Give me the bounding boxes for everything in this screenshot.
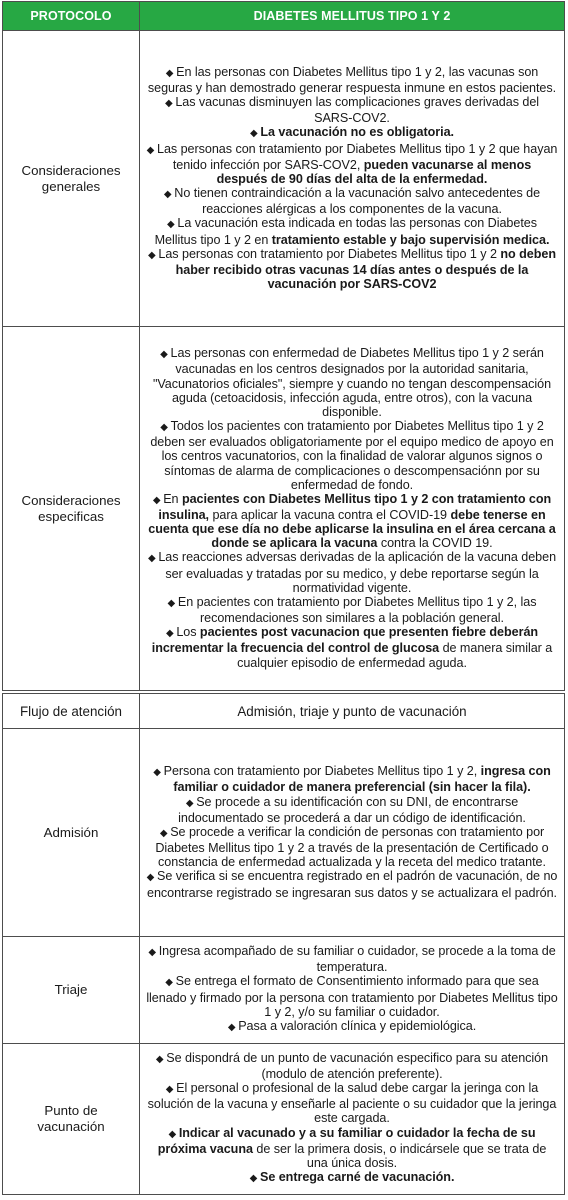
flow-content-triage [140, 937, 565, 1044]
bullet-paragraph [146, 764, 558, 794]
bullet-paragraph [146, 869, 558, 899]
bullet-icon: ◆ [167, 597, 178, 609]
bullet-paragraph [146, 125, 558, 141]
bullet-paragraph [146, 247, 558, 291]
bullet-icon: ◆ [165, 628, 177, 640]
flow-row-vaccination [3, 1044, 565, 1195]
text: de manera similar a cualquier episodio de enfermedad aguda. [237, 641, 553, 670]
section-row-specific [3, 327, 565, 691]
bullet-paragraph [146, 186, 558, 216]
text: Las reacciones adversas derivadas de la aplicación de la vacuna deben ser evaluadas y tratadas por su medico, y debe reportarse según la normatividad vigente. [158, 550, 557, 595]
bullet-paragraph [146, 65, 558, 95]
bullet-icon: ◆ [185, 797, 197, 809]
bullet-paragraph [146, 1081, 558, 1125]
bullet-icon: ◆ [167, 219, 178, 231]
text: Se verifica si se encuentra registrado en el padrón de vacunación, de no encontrarse registrado se ingresaran sus datos y se actualizara el padrón. [146, 869, 558, 900]
text: Persona con tratamiento por Diabetes Mellitus tipo 1 y 2, [163, 764, 481, 779]
text: En las personas con Diabetes Mellitus tipo 1 y 2, las vacunas son seguras y han demostrado generar respuesta inmune en estos pacientes. [147, 64, 557, 95]
bullet-paragraph [146, 944, 558, 974]
section-content-specific [140, 327, 565, 691]
bold-text: Indicar al vacunado y a su familiar o cuidador la fecha de su próxima vacuna [157, 1125, 536, 1156]
text: Las personas con tratamiento por Diabetes Mellitus tipo 1 y 2 que hayan tenido infección por SARS-COV2, [156, 141, 558, 172]
bold-text: pacientes con Diabetes Mellitus tipo 1 y 2 con tratamiento con insulina, [158, 491, 552, 522]
flow-value: Admisión, triaje y punto de vacunación [140, 694, 565, 729]
text: contra la COVID 19. [377, 536, 493, 551]
bullet-paragraph [146, 825, 558, 869]
text: La vacunación esta indicada en todas las personas con Diabetes Mellitus tipo 1 y 2 en [154, 216, 537, 247]
bullet-paragraph [146, 346, 558, 419]
text: de ser la primera dosis, o indicársele que se trata de una única dosis. [252, 1141, 547, 1170]
bold-text: pueden vacunarse al menos después de 90 días del alta de la enfermedad. [216, 157, 532, 186]
text: Las personas con tratamiento por Diabetes Mellitus tipo 1 y 2 [158, 246, 501, 261]
bullet-icon: ◆ [165, 977, 176, 989]
bullet-icon: ◆ [152, 494, 164, 506]
flow-row-admission [3, 729, 565, 937]
bold-text: pacientes post vacunacion que presenten fiebre deberán incrementar la frecuencia del control de glucosa [151, 625, 539, 656]
bullet-icon: ◆ [147, 553, 159, 565]
text: Todos los pacientes con tratamiento por Diabetes Mellitus tipo 1 y 2 deben ser evaluados obligatoriamente por el equipo medico de apoyo en los centros vacunatorios, con la finalidad de valorar algunos signos o síntomas de alarma de complicaciones o descompensaciónn por su enfermedad de fondo. [150, 419, 554, 492]
bullet-paragraph [146, 1170, 558, 1186]
bullet-paragraph [146, 216, 558, 246]
bold-text: La vacunación no es obligatoria. [260, 125, 455, 140]
bullet-icon: ◆ [146, 872, 157, 884]
bullet-icon: ◆ [164, 98, 176, 110]
bullet-icon: ◆ [227, 1021, 239, 1033]
text: Se procede a su identificación con su DNI, de encontrarse indocumentado se procederá a dar un código de identificación. [178, 794, 526, 825]
flow-label-vaccination: Punto de vacunación [3, 1044, 140, 1195]
text: No tienen contraindicación a la vacunación salvo antecedentes de reacciones alérgicas a los componentes de la vacuna. [174, 186, 541, 217]
protocol-table-flow [2, 693, 565, 1195]
section-row-general [3, 31, 565, 327]
text: En [163, 491, 182, 506]
flow-content-vaccination [140, 1044, 565, 1195]
bold-text: debe tenerse en cuenta que ese día no debe aplicarse la insulina en el área cercana a donde se aplicara la vacuna [148, 508, 556, 551]
bullet-icon: ◆ [146, 144, 157, 156]
bullet-paragraph [146, 1126, 558, 1170]
bullet-paragraph [146, 974, 558, 1018]
bold-text: Se entrega carné de vacunación. [259, 1170, 455, 1185]
text: Se dispondrá de un punto de vacunación especifico para su atención (modulo de atención preferente). [166, 1050, 549, 1081]
bullet-icon: ◆ [160, 422, 171, 434]
bold-text: tratamiento estable y bajo supervisión medica. [271, 232, 550, 247]
protocol-table-top [2, 1, 565, 691]
bullet-icon: ◆ [160, 349, 171, 361]
bullet-paragraph [146, 95, 558, 125]
bullet-paragraph [146, 1019, 558, 1035]
bullet-paragraph [146, 595, 558, 625]
bullet-icon: ◆ [163, 189, 175, 201]
flow-content-admission [140, 729, 565, 937]
flow-label: Flujo de atención [3, 694, 140, 729]
flow-row-triage [3, 937, 565, 1044]
bullet-icon: ◆ [165, 1084, 177, 1096]
bullet-icon: ◆ [159, 827, 171, 839]
text: Las personas con enfermedad de Diabetes Mellitus tipo 1 y 2 serán vacunadas en los centros designados por la autoridad sanitaria, "Vacunatorios oficiales", siempre y cuando no tengan descompensación aguda (cetoacidosis, infección aguda, entre otros), con la vacuna disponible. [152, 346, 552, 419]
bullet-icon: ◆ [153, 767, 164, 779]
flow-label-triage: Triaje [3, 937, 140, 1044]
bullet-paragraph [146, 419, 558, 492]
bullet-icon: ◆ [165, 67, 177, 79]
bullet-paragraph [146, 142, 558, 186]
bold-text: ingresa con familiar o cuidador de manera preferencial (sin hacer la fila). [173, 764, 551, 795]
section-label-general: Consideraciones generales [3, 31, 140, 327]
text: para aplicar la vacuna contra el COVID-19 [209, 508, 451, 522]
flow-row [3, 694, 565, 729]
text: Las vacunas disminuyen las complicaciones graves derivadas del SARS-COV2. [175, 95, 540, 126]
bullet-icon: ◆ [249, 1173, 260, 1185]
section-content-general [140, 31, 565, 327]
bullet-icon: ◆ [249, 128, 261, 140]
bullet-icon: ◆ [155, 1053, 167, 1065]
bullet-paragraph [146, 625, 558, 669]
bullet-paragraph [146, 1051, 558, 1081]
section-label-specific: Consideraciones especificas [3, 327, 140, 691]
text: Los [176, 625, 200, 640]
bullet-icon: ◆ [148, 947, 159, 959]
bullet-paragraph [146, 795, 558, 825]
table-header-row [3, 2, 565, 31]
bullet-paragraph [146, 492, 558, 551]
text: Se entrega el formato de Consentimiento informado para que sea llenado y firmado por la persona con tratamiento por Diabetes Mellitus tipo 1 y 2, y/o su familiar o cuidador. [146, 974, 558, 1019]
text: Pasa a valoración clínica y epidemiológica. [238, 1018, 477, 1033]
bold-text: no deben haber recibido otras vacunas 14 días antes o después de la vacunación por SARS-COV2 [175, 246, 556, 292]
bullet-paragraph [146, 550, 558, 594]
flow-label-admission: Admisión [3, 729, 140, 937]
header-protocol: PROTOCOLO [3, 2, 140, 31]
text: Ingresa acompañado de su familiar o cuidador, se procede a la toma de temperatura. [158, 944, 556, 975]
text: En pacientes con tratamiento por Diabetes Mellitus tipo 1 y 2, las recomendaciones son similares a la población general. [177, 594, 537, 626]
bullet-icon: ◆ [148, 249, 159, 261]
bullet-icon: ◆ [168, 1128, 179, 1140]
text: El personal o profesional de la salud debe cargar la jeringa con la solución de la vacuna y enseñarle al paciente o su cuidador que la jeringa este cargada. [147, 1081, 557, 1126]
text: Se procede a verificar la condición de personas con tratamiento por Diabetes Mellitus tipo 1 y 2 a través de la presentación de Certificado o constancia de enfermedad actualizada y la receta del medico tratante. [155, 824, 549, 870]
header-diabetes-title: DIABETES MELLITUS TIPO 1 Y 2 [140, 2, 565, 31]
